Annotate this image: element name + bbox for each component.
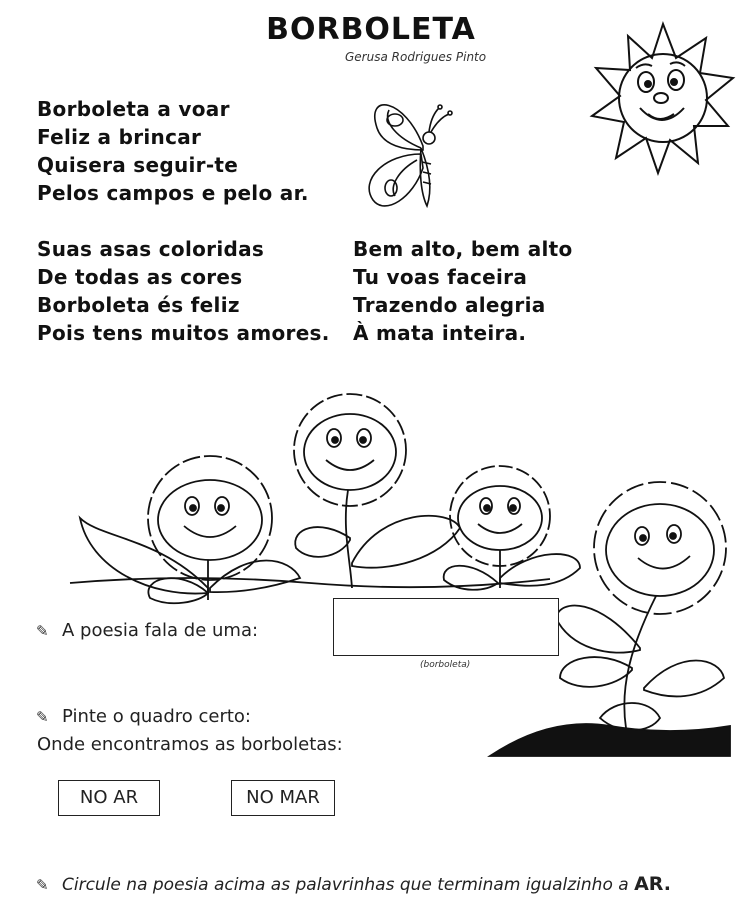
page-title: BORBOLETA [266, 12, 476, 47]
option-no-mar[interactable]: NO MAR [231, 780, 335, 816]
option-no-ar[interactable]: NO AR [58, 780, 160, 816]
pencil-icon: ✎ [36, 876, 49, 894]
author-name: Gerusa Rodrigues Pinto [345, 50, 487, 64]
question-2-line-1: Pinte o quadro certo: [62, 706, 251, 727]
question-3 [36, 873, 671, 895]
poem-stanza-1 [37, 95, 309, 207]
poem-line: Bem alto, bem alto [353, 237, 573, 261]
pencil-icon: ✎ [36, 708, 49, 726]
question-1-text: A poesia fala de uma: [62, 620, 259, 641]
poem-line: Suas asas coloridas [37, 237, 265, 261]
question-1 [36, 620, 258, 641]
poem-line: Pois tens muitos amores. [37, 321, 330, 345]
sun-illustration [588, 18, 738, 178]
butterfly-illustration [355, 88, 475, 218]
poem-line: À mata inteira. [353, 321, 527, 345]
poem-stanza-2 [37, 235, 330, 347]
pencil-icon: ✎ [36, 622, 49, 640]
question-3-text: Circule na poesia acima as palavrinhas que terminam igualzinho a [62, 875, 635, 895]
answer-box[interactable] [333, 598, 559, 656]
poem-line: Feliz a brincar [37, 125, 202, 149]
poem-line: Borboleta a voar [37, 97, 230, 121]
question-3-emphasis: AR. [634, 873, 671, 895]
poem-line: Quisera seguir-te [37, 153, 239, 177]
poem-line: Pelos campos e pelo ar. [37, 181, 309, 205]
answer-hint: (borboleta) [420, 660, 471, 670]
poem-line: Borboleta és feliz [37, 293, 240, 317]
question-2 [36, 706, 251, 727]
poem-line: Trazendo alegria [353, 293, 546, 317]
poem-line: De todas as cores [37, 265, 243, 289]
poem-stanza-3 [353, 235, 573, 347]
question-2-line-2: Onde encontramos as borboletas: [37, 734, 343, 755]
poem-line: Tu voas faceira [353, 265, 528, 289]
